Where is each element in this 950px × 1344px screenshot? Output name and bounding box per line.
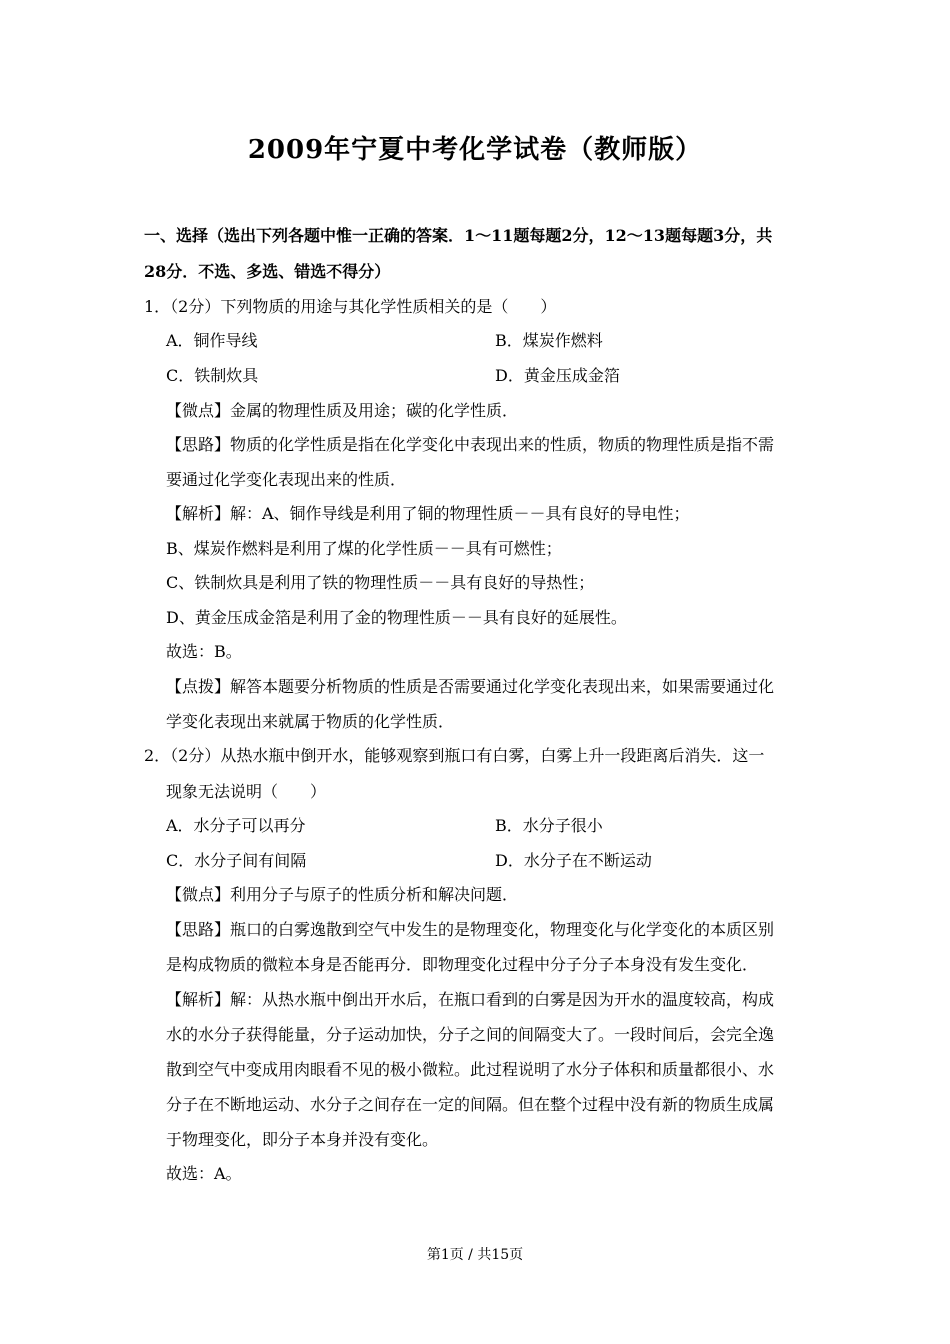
section-heading-cont: 28分．不选、多选、错选不得分） <box>144 262 391 281</box>
q1-option-c: C．铁制炊具 <box>166 366 259 385</box>
question-2-stem-cont: 现象无法说明（ ） <box>166 782 327 801</box>
question-2-stem: 2．（2分）从热水瓶中倒开水，能够观察到瓶口有白雾，白雾上升一段距离后消失．这一 <box>144 746 765 765</box>
q1-approach-cont: 要通过化学变化表现出来的性质． <box>166 470 407 489</box>
q1-option-a: A．铜作导线 <box>166 331 258 350</box>
q2-approach: 【思路】瓶口的白雾逸散到空气中发生的是物理变化，物理变化与化学变化的本质区别 <box>166 920 775 939</box>
q1-option-d: D．黄金压成金箔 <box>495 366 620 385</box>
q1-tip-cont: 学变化表现出来就属于物质的化学性质． <box>166 712 455 731</box>
q2-option-c: C．水分子间有间隔 <box>166 851 307 870</box>
q1-knowledge-point: 【微点】金属的物理性质及用途；碳的化学性质． <box>166 401 519 420</box>
q2-analysis-4: 分子在不断地运动、水分子之间存在一定的间隔。但在整个过程中没有新的物质生成属 <box>166 1095 775 1114</box>
q1-tip: 【点拨】解答本题要分析物质的性质是否需要通过化学变化表现出来，如果需要通过化 <box>166 677 775 696</box>
q2-analysis-5: 于物理变化，即分子本身并没有变化。 <box>166 1130 439 1149</box>
q2-option-a: A．水分子可以再分 <box>166 816 306 835</box>
q2-option-b: B．水分子很小 <box>495 816 603 835</box>
q1-analysis: 【解析】解：A、铜作导线是利用了铜的物理性质－－具有良好的导电性； <box>166 504 690 523</box>
q2-analysis: 【解析】解：从热水瓶中倒出开水后，在瓶口看到的白雾是因为开水的温度较高，构成 <box>166 990 775 1009</box>
q1-analysis-d: D、黄金压成金箔是利用了金的物理性质－－具有良好的延展性。 <box>166 608 627 627</box>
q2-analysis-2: 水的水分子获得能量，分子运动加快，分子之间的间隔变大了。一段时间后，会完全逸 <box>166 1025 775 1044</box>
page-footer: 第1页 / 共15页 <box>426 1247 524 1263</box>
q1-analysis-c: C、铁制炊具是利用了铁的物理性质－－具有良好的导热性； <box>166 573 595 592</box>
q1-option-b: B．煤炭作燃料 <box>495 331 603 350</box>
q2-answer: 故选：A。 <box>166 1164 242 1183</box>
section-heading: 一、选择（选出下列各题中惟一正确的答案．1～11题每题2分，12～13题每题3分，共 <box>144 226 773 245</box>
q1-approach: 【思路】物质的化学性质是指在化学变化中表现出来的性质，物质的物理性质是指不需 <box>166 435 775 454</box>
q2-knowledge-point: 【微点】利用分子与原子的性质分析和解决问题． <box>166 885 519 904</box>
q2-approach-cont: 是构成物质的微粒本身是否能再分．即物理变化过程中分子分子本身没有发生变化． <box>166 955 759 974</box>
q1-answer: 故选：B。 <box>166 642 242 661</box>
q1-analysis-b: B、煤炭作燃料是利用了煤的化学性质－－具有可燃性； <box>166 539 562 558</box>
question-1-stem: 1．（2分）下列物质的用途与其化学性质相关的是（ ） <box>144 297 557 316</box>
q2-analysis-3: 散到空气中变成用肉眼看不见的极小微粒。此过程说明了水分子体积和质量都很小、水 <box>166 1060 775 1079</box>
q2-option-d: D．水分子在不断运动 <box>495 851 652 870</box>
page-title: 2009年宁夏中考化学试卷（教师版） <box>247 135 703 165</box>
